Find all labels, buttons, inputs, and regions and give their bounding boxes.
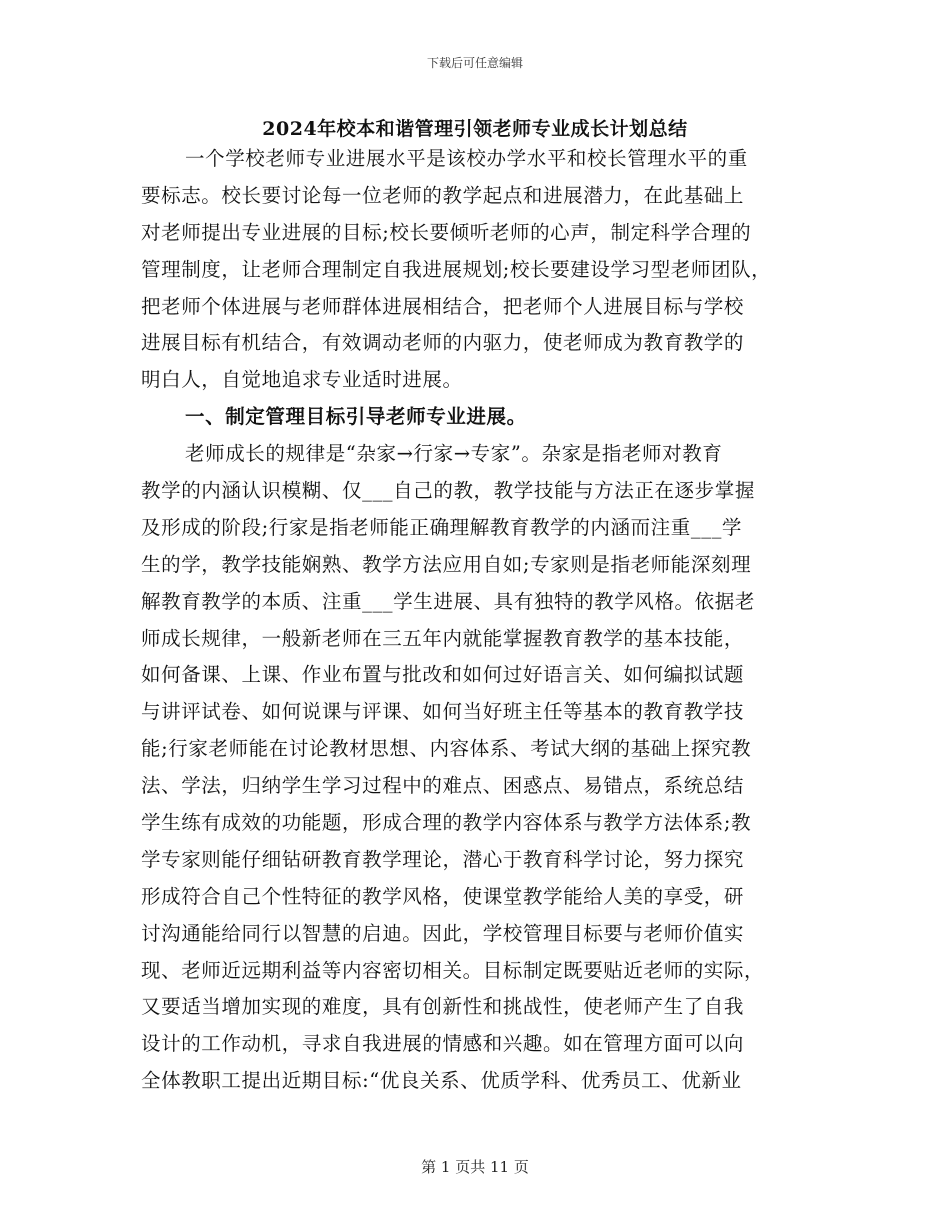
text-line: 进展目标有机结合，有效调动老师的内驱力，使老师成为教育教学的 [141, 331, 745, 355]
text-line: 现、老师近远期利益等内容密切相关。目标制定既要贴近老师的实际， [141, 958, 765, 982]
header-note: 下载后可任意编辑 [426, 56, 523, 70]
text-line: 能;行家老师能在讨论教材思想、内容体系、考试大纲的基础上探究教 [141, 737, 752, 761]
text-line: 管理制度，让老师合理制定自我进展规划;校长要建设学习型老师团队， [141, 257, 772, 281]
text-line: 师成长规律，一般新老师在三五年内就能掌握教育教学的基本技能， [141, 626, 745, 650]
text-line: 老师成长的规律是“杂家→行家→专家”。杂家是指老师对教育 [185, 442, 723, 466]
section-heading: 一、制定管理目标引导老师专业进展。 [185, 405, 527, 429]
text-line: 又要适当增加实现的难度，具有创新性和挑战性，使老师产生了自我 [141, 995, 745, 1019]
text-line: 学生练有成效的功能题，形成合理的教学内容体系与教学方法体系;教 [141, 811, 752, 835]
text-line: 学专家则能仔细钻研教育教学理论，潜心于教育科学讨论，努力探究 [141, 847, 745, 871]
text-line: 设计的工作动机，寻求自我进展的情感和兴趣。如在管理方面可以向 [141, 1032, 745, 1056]
text-line: 如何备课、上课、作业布置与批改和如何过好语言关、如何编拟试题 [141, 663, 745, 687]
document-body [141, 141, 821, 1100]
text-line: 生的学，教学技能娴熟、教学方法应用自如;专家则是指老师能深刻理 [141, 552, 752, 576]
text-line: 教学的内涵认识模糊、仅___自己的教，教学技能与方法正在逐步掌握 [141, 479, 755, 503]
page-footer: 第 1 页共 11 页 [421, 1158, 529, 1176]
text-line: 一个学校老师专业进展水平是该校办学水平和校长管理水平的重 [185, 147, 748, 170]
text-line: 形成符合自己个性特征的教学风格，使课堂教学能给人美的享受，研 [141, 884, 745, 908]
text-line: 明白人，自觉地追求专业适时进展。 [141, 368, 463, 392]
text-line: 把老师个体进展与老师群体进展相结合，把老师个人进展目标与学校 [141, 294, 745, 318]
text-line: 要标志。校长要讨论每一位老师的教学起点和进展潜力，在此基础上 [141, 183, 745, 207]
text-line: 解教育教学的本质、注重___学生进展、具有独特的教学风格。依据老 [141, 589, 755, 613]
text-line: 与讲评试卷、如何说课与评课、如何当好班主任等基本的教育教学技 [141, 700, 745, 724]
text-line: 对老师提出专业进展的目标;校长要倾听老师的心声，制定科学合理的 [141, 220, 752, 244]
document-title: 2024年校本和谐管理引领老师专业成长计划总结 [262, 118, 688, 140]
text-line: 及形成的阶段;行家是指老师能正确理解教育教学的内涵而注重___学 [141, 515, 743, 539]
text-line: 法、学法，归纳学生学习过程中的难点、困惑点、易错点，系统总结 [141, 774, 745, 798]
text-line: 讨沟通能给同行以智慧的启迪。因此，学校管理目标要与老师价值实 [141, 921, 745, 945]
text-line: 全体教职工提出近期目标:“优良关系、优质学科、优秀员工、优新业 [141, 1069, 742, 1093]
